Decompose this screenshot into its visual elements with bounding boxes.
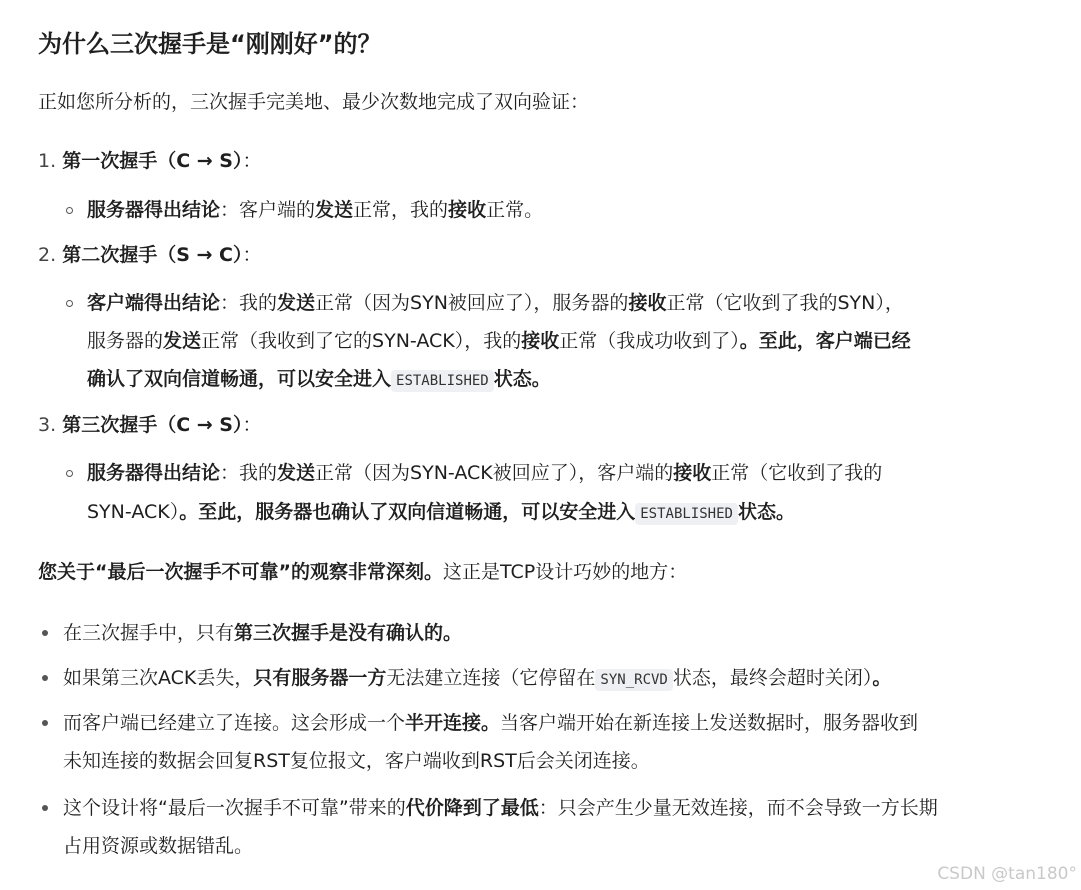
inline-code: ESTABLISHED <box>391 370 494 392</box>
intro-paragraph: 正如您所分析的，三次握手完美地、最少次数地完成了双向验证： <box>38 91 590 113</box>
bullet-item-4-line-2: 占用资源或数据错乱。 <box>63 835 254 857</box>
inline-code: ESTABLISHED <box>635 503 738 525</box>
step-title: 第三次握手（C → S） <box>62 414 243 436</box>
step-1: 1. 第一次握手（C → S）： <box>38 150 262 172</box>
step-number: 2. <box>38 244 57 266</box>
bullet-dot-icon <box>42 630 48 636</box>
circle-bullet-icon <box>66 207 73 214</box>
bullet-item-3-line-1: 而客户端已经建立了连接。这会形成一个半开连接。当客户端开始在新连接上发送数据时，服务器收到 <box>63 712 919 734</box>
step-title: 第一次握手（C → S） <box>62 150 243 172</box>
step-3-conclusion-line-2: SYN-ACK）。至此，服务器也确认了双向信道畅通，可以安全进入 ESTABLISHED 状态。 <box>87 501 795 523</box>
step-2-conclusion-line-3: 确认了双向信道畅通，可以安全进入 ESTABLISHED 状态。 <box>87 368 551 390</box>
circle-bullet-icon <box>66 470 73 477</box>
bullet-item-1: 在三次握手中，只有第三次握手是没有确认的。 <box>63 622 463 644</box>
watermark: CSDN @tan180° <box>937 864 1077 884</box>
step-2: 2. 第二次握手（S → C）： <box>38 244 262 266</box>
bullet-dot-icon <box>42 675 48 681</box>
step-3: 3. 第三次握手（C → S）： <box>38 414 262 436</box>
summary-paragraph: 您关于“最后一次握手不可靠”的观察非常深刻。这正是TCP设计巧妙的地方： <box>38 561 688 583</box>
bullet-dot-icon <box>42 720 48 726</box>
bullet-item-2: 如果第三次ACK丢失，只有服务器一方无法建立连接（它停留在 SYN_RCVD 状态，最终会超时关闭）。 <box>63 667 892 689</box>
step-number: 1. <box>38 150 57 172</box>
circle-bullet-icon <box>66 300 73 307</box>
bullet-dot-icon <box>42 805 48 811</box>
step-title: 第二次握手（S → C） <box>62 244 243 266</box>
section-heading: 为什么三次握手是“刚刚好”的？ <box>38 30 382 58</box>
step-3-conclusion-line-1: 服务器得出结论：我的发送正常（因为SYN-ACK被回应了），客户端的接收正常（它收到了我的 <box>87 462 883 484</box>
step-number: 3. <box>38 414 57 436</box>
bullet-item-4-line-1: 这个设计将“最后一次握手不可靠”带来的代价降到了最低：只会产生少量无效连接，而不会导致一方长期 <box>63 797 938 819</box>
step-1-conclusion: 服务器得出结论：客户端的发送正常，我的接收正常。 <box>87 199 544 221</box>
step-2-conclusion-line-1: 客户端得出结论：我的发送正常（因为SYN被回应了），服务器的接收正常（它收到了我的SYN）， <box>87 292 904 314</box>
inline-code: SYN_RCVD <box>595 669 672 691</box>
bullet-item-3-line-2: 未知连接的数据会回复RST复位报文，客户端收到RST后会关闭连接。 <box>63 750 650 772</box>
step-2-conclusion-line-2: 服务器的发送正常（我收到了它的SYN-ACK），我的接收正常（我成功收到了）。至此，客户端已经 <box>87 330 911 352</box>
